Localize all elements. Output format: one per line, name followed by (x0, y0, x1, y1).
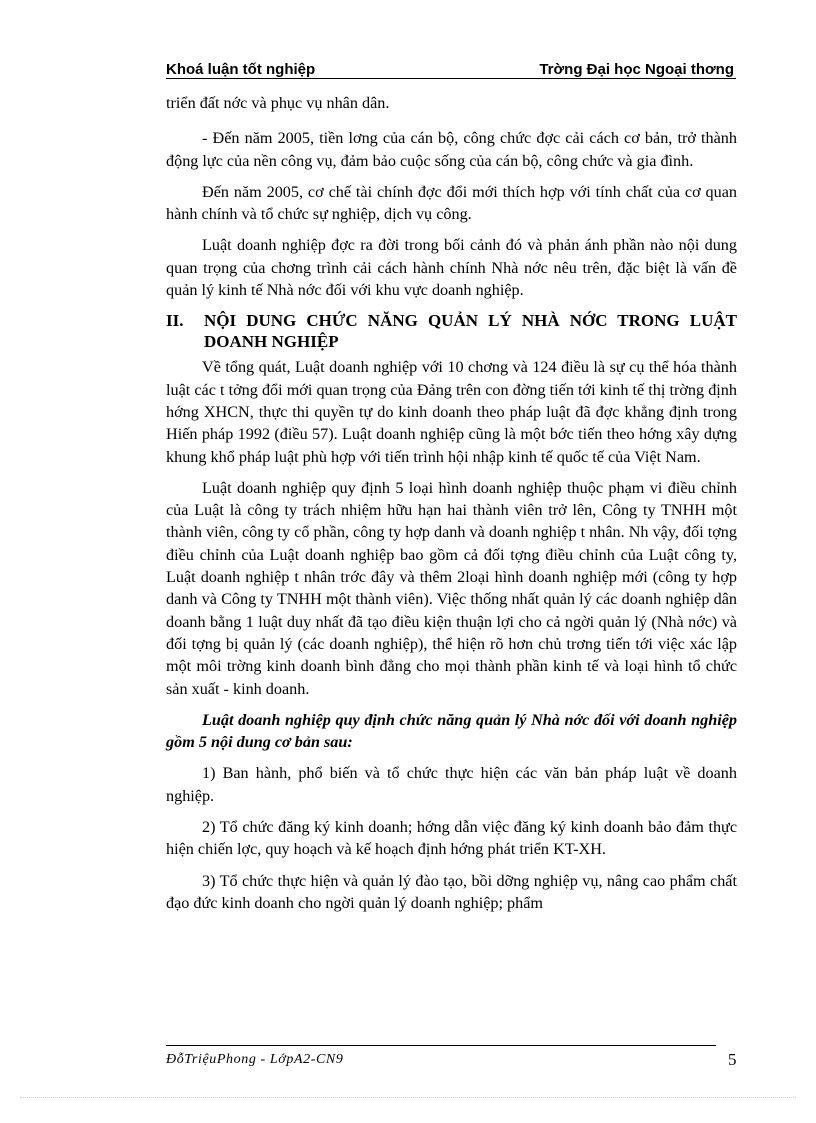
list-item-2: 2) Tổ chức đăng ký kinh doanh; hớng dẫn việc đăng ký kinh doanh bảo đảm thực hiện chiến lợc, quy hoạch và kế hoạch định hớng phát triển KT-XH. (166, 818, 737, 859)
section-title: NỘI DUNG CHỨC NĂNG QUẢN LÝ NHÀ NỚC TRONG LUẬT DOANH NGHIỆP (204, 311, 737, 352)
paragraph-overview: Về tổng quát, Luật doanh nghiệp với 10 chơng và 124 điều là sự cụ thể hóa thành luật các t tởng đổi mới quan trọng của Đảng trên con đờng tiến tới kinh tế thị trờng định hớng XHCN, thực thi quyền tự do kinh doanh theo pháp luật đã đợc khẳng định trong Hiến pháp 1992 (điều 57). Luật doanh nghiệp cũng là một bớc tiến theo hớng xây dựng khung khổ pháp luật phù hợp với tiến trình hội nhập kinh tế quốc tế của Việt Nam. (166, 358, 737, 466)
paragraph-enterprise-law-context: Luật doanh nghiệp đợc ra đời trong bối cảnh đó và phản ánh phần nào nội dung quan trọng của chơng trình cải cách hành chính Nhà nớc nêu trên, đặc biệt là vấn đề quản lý kinh tế Nhà nớc đối với khu vực doanh nghiệp. (166, 236, 737, 300)
paragraph-enterprise-types: Luật doanh nghiệp quy định 5 loại hình doanh nghiệp thuộc phạm vi điều chỉnh của Luật là công ty trách nhiệm hữu hạn hai thành viên trở lên, Công ty TNHH một thành viên, công ty cổ phần, công ty hợp danh và doanh nghiệp t nhân. Nh vậy, đối tợng điều chỉnh của Luật doanh nghiệp bao gồm cả đối tợng điều chỉnh của Luật công ty, Luật doanh nghiệp t nhân trớc đây và thêm 2loại hình doanh nghiệp mới (công ty hợp danh và Công ty TNHH một thành viên). Việc thống nhất quản lý các doanh nghiệp dân doanh bằng 1 luật duy nhất đã tạo điều kiện thuận lợi cho cả ngời quản lý (Nhà nớc) và đối tợng bị quản lý (các doanh nghiệp), thể hiện rõ hơn chủ trơng tiến tới việc xác lập một môi trờng kinh doanh bình đẳng cho mọi thành phần kinh tế và loại hình tổ chức sản xuất - kinh doanh. (166, 478, 737, 698)
section-heading (166, 310, 737, 352)
page-number: 5 (728, 1050, 737, 1069)
header-thesis-label: Khoá luận tốt nghiệp (166, 61, 316, 78)
list-item-3: 3) Tổ chức thực hiện và quản lý đào tạo, bồi dỡng nghiệp vụ, nâng cao phẩm chất đạo đức kinh doanh cho ngời quản lý doanh nghiệp; phẩm (166, 871, 737, 912)
header-university-label: Trờng Đại học Ngoại thơng (539, 61, 734, 78)
section-number: II. (166, 311, 184, 331)
paragraph-management-functions-intro: Luật doanh nghiệp quy định chức năng quản lý Nhà nớc đối với doanh nghiệp gồm 5 nội dung cơ bản sau: (166, 710, 737, 752)
list-item-1: 1) Ban hành, phổ biến và tổ chức thực hiện các văn bản pháp luật về doanh nghiệp. (166, 764, 737, 805)
page-edge-dotted-line (20, 1097, 796, 1098)
paragraph-finance-reform: Đến năm 2005, cơ chế tài chính đợc đổi mới thích hợp với tính chất của cơ quan hành chính và tổ chức sự nghiệp, dịch vụ công. (166, 182, 737, 224)
paragraph-salary-reform: - Đến năm 2005, tiền lơng của cán bộ, công chức đợc cải cách cơ bản, trở thành động lực của nền công vụ, đảm bảo cuộc sống của cán bộ, công chức và gia đình. (166, 129, 737, 170)
page-header (166, 58, 736, 79)
footer-author: ĐỗTriệuPhong - LớpA2-CN9 (166, 1052, 344, 1067)
paragraph-continuation: triển đất nớc và phục vụ nhân dân. (166, 94, 390, 112)
document-body (166, 92, 737, 923)
footer-divider (166, 1045, 716, 1046)
